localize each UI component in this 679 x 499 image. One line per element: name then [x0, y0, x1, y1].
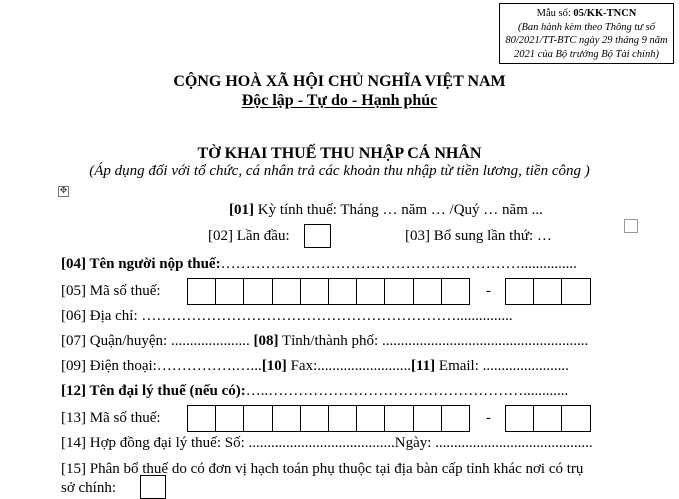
field-05-tax-code-label: [05] Mã số thuế: — [61, 283, 161, 299]
field-15-tax-allocation: [15] Phân bổ thuế do có đơn vị hạch toán phụ thuộc tại địa bàn cấp tỉnh khác nơi có trụ — [61, 461, 584, 477]
form-code: Mẫu số: 05/KK-TNCN — [536, 8, 637, 19]
tax-code-cell[interactable] — [413, 278, 442, 305]
tax-code-branch-cells-13[interactable] — [505, 405, 590, 432]
tax-code-cell[interactable] — [328, 405, 357, 432]
first-time-checkbox[interactable] — [304, 224, 331, 248]
field-12-tax-agent: [12] Tên đại lý thuế (nếu có):…..……………………………………………............ — [61, 383, 569, 399]
tax-code-cells-13[interactable] — [187, 405, 469, 432]
tax-code-cell[interactable] — [561, 405, 590, 432]
tax-code-cell[interactable] — [561, 278, 590, 305]
tax-code-cell[interactable] — [300, 278, 329, 305]
field-06-address: [06] Địa chỉ: ………………………………………………………............... — [61, 308, 513, 324]
form-code-box — [499, 3, 674, 64]
allocation-checkbox[interactable] — [140, 475, 166, 499]
tax-code-cell[interactable] — [356, 278, 385, 305]
field-07-08-district-province: [07] Quận/huyện: ..................... [08] Tỉnh/thành phố: ....................................................... — [61, 333, 589, 349]
national-motto: Độc lập - Tự do - Hạnh phúc — [241, 92, 438, 109]
tax-code-cell[interactable] — [384, 405, 413, 432]
field-02-first-time: [02] Lần đầu: — [208, 228, 290, 244]
field-04-taxpayer-name: [04] Tên người nộp thuế:……………………………………………………............... — [61, 256, 577, 272]
tax-code-separator: - — [486, 410, 491, 426]
tax-code-cell[interactable] — [272, 278, 301, 305]
tax-code-cell[interactable] — [328, 278, 357, 305]
country-name: CỘNG HOÀ XÃ HỘI CHỦ NGHĨA VIỆT NAM — [173, 73, 506, 90]
form-note-line1: (Ban hành kèm theo Thông tư số — [518, 21, 655, 33]
tax-code-cell[interactable] — [533, 405, 562, 432]
tax-code-cell[interactable] — [384, 278, 413, 305]
tax-code-cell[interactable] — [505, 405, 534, 432]
tax-code-cell[interactable] — [243, 278, 272, 305]
form-title: TỜ KHAI THUẾ THU NHẬP CÁ NHÂN — [197, 145, 482, 162]
move-handle-icon[interactable]: ✥ — [59, 186, 68, 196]
tax-code-cell[interactable] — [187, 278, 216, 305]
tax-code-branch-cells-05[interactable] — [505, 278, 590, 305]
field-14-agency-contract: [14] Hợp đồng đại lý thuế: Số: .......................................Ngày: .......................................... — [61, 435, 593, 451]
field-01-tax-period: [01] Kỳ tính thuế: Tháng … năm … /Quý … năm ... — [229, 202, 543, 218]
tax-code-cell[interactable] — [441, 405, 470, 432]
corner-checkbox[interactable] — [624, 219, 638, 233]
field-03-supplement: [03] Bổ sung lần thứ: … — [405, 228, 552, 244]
tax-code-cell[interactable] — [533, 278, 562, 305]
tax-code-cell[interactable] — [272, 405, 301, 432]
tax-code-cell[interactable] — [243, 405, 272, 432]
form-note-line2: 80/2021/TT-BTC ngày 29 tháng 9 năm — [505, 35, 668, 46]
tax-code-cell[interactable] — [505, 278, 534, 305]
tax-code-cell[interactable] — [413, 405, 442, 432]
tax-code-cells-05[interactable] — [187, 278, 469, 305]
form-note-line3: 2021 của Bộ trưởng Bộ Tài chính) — [514, 48, 659, 60]
tax-code-separator: - — [486, 283, 491, 299]
tax-code-cell[interactable] — [187, 405, 216, 432]
tax-code-cell[interactable] — [441, 278, 470, 305]
form-subtitle: (Áp dụng đối với tổ chức, cá nhân trả các khoản thu nhập từ tiền lương, tiền công ) — [89, 163, 590, 179]
tax-code-cell[interactable] — [215, 278, 244, 305]
field-09-10-11-contact: [09] Điện thoại:…………….…...[10] Fax:.........................[11] Email: ....................... — [61, 358, 569, 374]
tax-code-cell[interactable] — [356, 405, 385, 432]
tax-code-cell[interactable] — [300, 405, 329, 432]
tax-code-cell[interactable] — [215, 405, 244, 432]
field-15-line2: sở chính: — [61, 480, 117, 496]
field-13-agent-tax-code-label: [13] Mã số thuế: — [61, 410, 161, 426]
